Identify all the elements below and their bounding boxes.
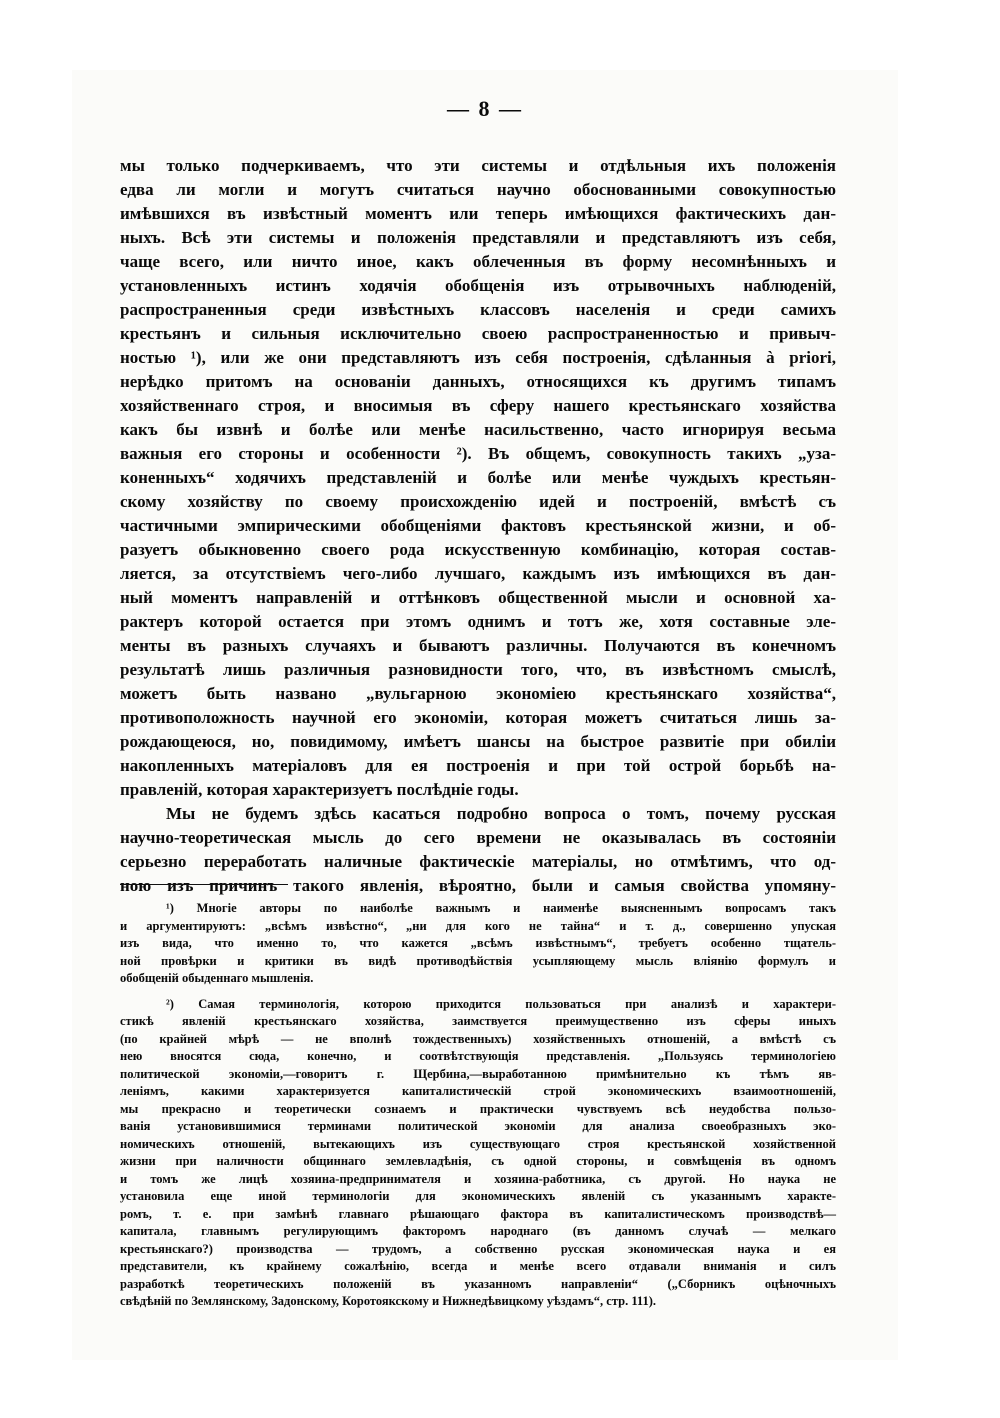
footnote-line: леніямъ, какими характеризуется капиталистическій строй экономическихъ взаимоотношеній, — [120, 1084, 836, 1098]
footnote-2 — [120, 996, 836, 1311]
footnote-line: политической экономіи,—говоритъ г. Щербина,—выработанною примѣнительно къ тѣмъ яв- — [120, 1066, 836, 1081]
text-line: частичными эмпирическими обобщеніями фактовъ крестьянской жизни, и об- — [120, 516, 836, 535]
text-line: установленныхъ истинъ ходячія обобщенія изъ отрывочныхъ наблюденій, — [120, 276, 836, 295]
text-line: распространенныя среди извѣстныхъ классовъ населенія и среди самихъ — [120, 300, 836, 319]
text-line: противоположность научной его экономіи, которая можетъ считаться лишь за- — [120, 708, 836, 727]
text-line: нерѣдко притомъ на основаніи данныхъ, относящихся къ другимъ типамъ — [120, 372, 836, 391]
footnote-line: жизни при наличности общиннаго землевладѣнія, съ одной стороны, и совмѣщенія въ одномъ — [120, 1154, 836, 1168]
text-line: скому хозяйству по своему происхожденію идей и построеній, вмѣстѣ съ — [120, 492, 836, 511]
footnote-1 — [120, 900, 836, 988]
footnote-line: ²) Самая терминологія, которою приходится пользоваться при анализѣ и характери- — [166, 996, 836, 1011]
text-line: серьезно переработать наличные фактическіе матеріалы, но отмѣтимъ, что од- — [120, 852, 836, 871]
footnote-line: обобщеній обыденнаго мышленія. — [120, 971, 314, 985]
footnote-line: стикѣ явленій крестьянскаго хозяйства, заимствуется преимущественно изъ сферы иныхъ — [120, 1014, 836, 1028]
text-line: хозяйственнаго строя, и вносимыя въ сферу нашего крестьянскаго хозяйства — [120, 396, 836, 415]
footnote-line: свѣдѣній по Землянскому, Задонскому, Коротоякскому и Нижнедѣвицкому уѣздамъ“, стр. 111). — [120, 1294, 656, 1308]
footnote-line: разработкѣ теоретическихъ положеній въ указанномъ направленіи“ („Сборникъ оцѣночныхъ — [120, 1276, 836, 1291]
footnote-line: ванія установившимися терминами политической экономіи для анализа своеобразныхъ эко- — [120, 1119, 836, 1133]
text-line: научно-теоретическая мысль до сего времени не оказывалась въ состояніи — [120, 828, 836, 847]
footnotes — [120, 900, 836, 1311]
text-line: Мы не будемъ здѣсь касаться подробно вопроса о томъ, почему русская — [166, 804, 836, 823]
book-page — [72, 70, 898, 1360]
text-line: крестьянъ и сильныя исключительно своею распространенностью и привыч- — [120, 324, 836, 343]
footnote-line: изъ вида, что именно то, что кажется „всѣмъ извѣстнымъ“, требуетъ особенно тщатель- — [120, 936, 836, 950]
footnote-line: нею вносятся сюда, конечно, и соотвѣтствующія представленія. „Пользуясь терминологіею — [120, 1049, 836, 1063]
text-line: едва ли могли и могутъ считаться научно обоснованными совокупностью — [120, 180, 836, 199]
footnote-line: мы прекрасно и теоретически сознаемъ и практически чувствуемъ всѣ неудобства пользо- — [120, 1101, 836, 1116]
footnote-line: ной провѣрки и критики въ видѣ противодѣйствія усыпляющему мысль вліянію формулъ и — [120, 953, 836, 968]
main-text — [120, 154, 836, 898]
footnote-divider — [120, 884, 288, 885]
footnote-line: и аргументируютъ: „всѣмъ извѣстно“, „ни для кого не тайна“ и т. д., совершенно упуская — [120, 918, 836, 933]
page-number: — 8 — — [447, 96, 523, 121]
text-line: ляется, за отсутствіемъ чего-либо лучшаго, каждымъ изъ имѣющихся въ дан- — [120, 564, 836, 583]
text-line: ный моментъ направленій и оттѣнковъ общественной мысли и основной ха- — [120, 588, 836, 607]
text-line: имѣвшихся въ извѣстный моментъ или теперь имѣющихся фактическихъ дан- — [120, 204, 836, 223]
text-line: рактеръ которой остается при этомъ однимъ и тотъ же, хотя составные эле- — [120, 612, 836, 631]
text-line: правленій, которая характеризуетъ послѣдніе годы. — [120, 780, 519, 799]
footnote-line: представители, къ крайнему сожалѣнію, всегда и менѣе всего отдавали вниманія и силъ — [120, 1259, 836, 1273]
footnote-line: установила еще иной терминологіи для экономическихъ явленій съ указаннымъ характе- — [120, 1189, 836, 1203]
footnote-line: (по крайней мѣрѣ — не вполнѣ тождественныхъ) хозяйственныхъ отношеній, а вмѣстѣ съ — [120, 1031, 836, 1046]
text-line: какъ бы извнѣ и болѣе или менѣе насильственно, часто игнорируя весьма — [120, 420, 836, 439]
text-line: коненныхъ“ ходячихъ представленій и болѣе или менѣе чуждыхъ крестьян- — [120, 468, 836, 487]
footnote-line: капитала, главнымъ регулирующимъ факторомъ народнаго (въ данномъ случаѣ — мелкаго — [120, 1224, 836, 1238]
text-line: ностью ¹), или же они представляютъ изъ себя построенія, сдѣланныя à priori, — [120, 348, 836, 367]
footnote-line: крестьянскаго?) производства — трудомъ, а собственно русская экономическая наука и ея — [120, 1241, 836, 1256]
text-line: разуетъ обыкновенно своего рода искусственную комбинацію, которая состав- — [120, 540, 836, 559]
text-line: ною изъ причинъ такого явленія, вѣроятно, были и самыя свойства упомяну- — [120, 876, 836, 895]
text-line: важныя его стороны и особенности ²). Въ общемъ, совокупность такихъ „уза- — [120, 444, 836, 463]
footnote-line: номическихъ отношеній, вытекающихъ изъ существующаго строя крестьянской хозяйственной — [120, 1136, 836, 1151]
text-line: рождающеюся, но, повидимому, имѣетъ шансы на быстрое развитіе при обиліи — [120, 732, 836, 751]
text-line: результатѣ лишь различныя разновидности того, что, въ извѣстномъ смыслѣ, — [120, 660, 836, 679]
footnote-line: и томъ же лицѣ хозяина-предпринимателя и хозяина-работника, съ другой. Но наука не — [120, 1171, 836, 1186]
text-line: ныхъ. Всѣ эти системы и положенія представляли и представляютъ изъ себя, — [120, 228, 836, 247]
text-line: чаще всего, или ничто иное, какъ облеченныя въ форму несомнѣнныхъ и — [120, 252, 836, 271]
text-line: накопленныхъ матеріаловъ для ея построенія и при той острой борьбѣ на- — [120, 756, 836, 775]
text-line: мы только подчеркиваемъ, что эти системы и отдѣльныя ихъ положенія — [120, 156, 836, 175]
footnote-line: ромъ, т. е. при замѣнѣ главнаго рѣшающаго фактора въ капиталистическомъ производствѣ— — [120, 1206, 836, 1221]
footnote-line: ¹) Многіе авторы по наиболѣе важнымъ и наименѣе выясненнымъ вопросамъ такъ — [166, 901, 836, 915]
text-line: можетъ быть названо „вульгарною экономіею крестьянскаго хозяйства“, — [120, 684, 836, 703]
text-line: менты въ разныхъ случаяхъ и бываютъ различны. Получаются въ конечномъ — [120, 636, 836, 655]
